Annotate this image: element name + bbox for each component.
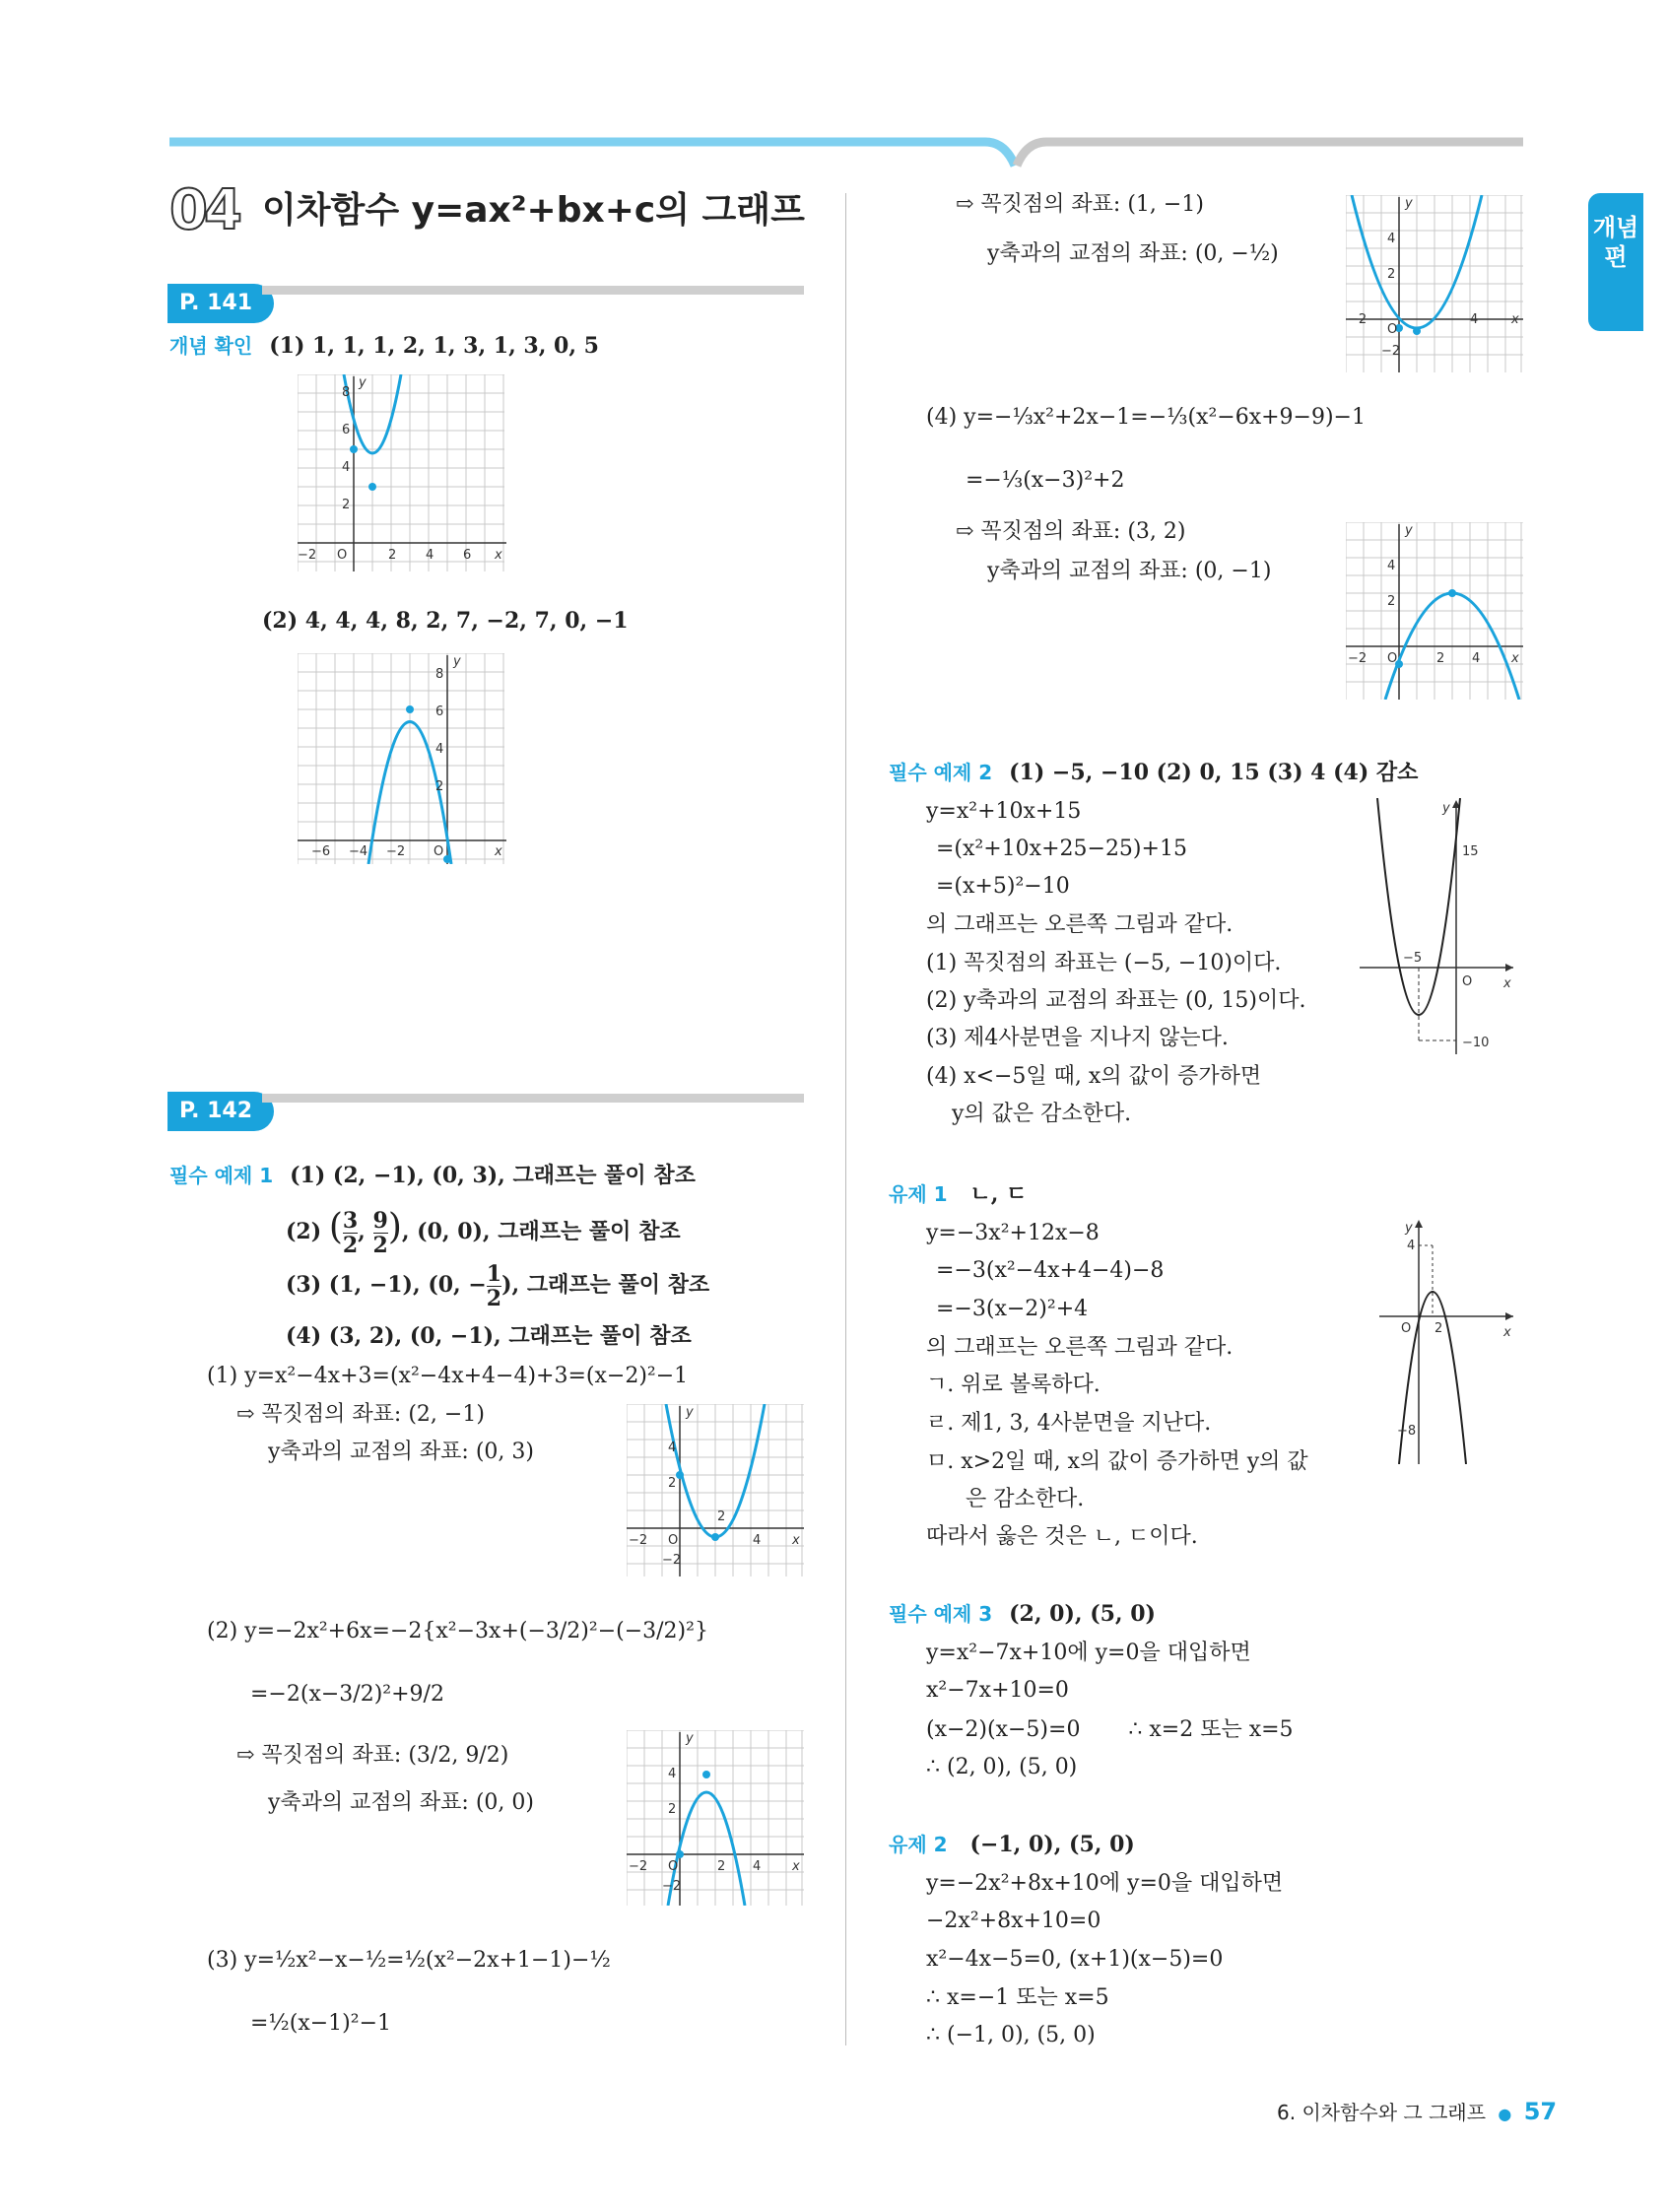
svg-text:8: 8: [342, 385, 351, 400]
svg-text:y: y: [1405, 196, 1413, 211]
solution3-equation: (3) y=½x²−x−½=½(x²−2x+1−1)−½: [207, 1948, 611, 1973]
header-bar: [167, 134, 1527, 173]
graph-exercise-1: [1379, 1218, 1517, 1464]
svg-text:4: 4: [342, 460, 351, 475]
solution2-yintercept: y축과의 교점의 좌표: (0, 0): [268, 1790, 534, 1815]
frac-den: 2: [486, 1285, 502, 1311]
example2-answer: [889, 759, 1418, 787]
example1-answer-4: (4) (3, 2), (0, −1), 그래프는 풀이 참조: [286, 1323, 692, 1349]
solution3-vertex: ⇨ 꼭짓점의 좌표: (1, −1): [956, 192, 1204, 217]
svg-text:y: y: [686, 1405, 694, 1420]
example3-line: x²−7x+10=0: [926, 1678, 1069, 1703]
example3-text: (2, 0), (5, 0): [1009, 1601, 1156, 1627]
svg-text:6: 6: [342, 423, 351, 437]
exercise1-line: 은 감소한다.: [966, 1487, 1085, 1511]
svg-text:4: 4: [1470, 312, 1479, 327]
svg-text:4: 4: [426, 548, 434, 563]
example1-answer-2: (2) ( $\frac{3}{2}$ , $\frac{9}{2}$ ), (0, 0), 그래프는 풀이 참조: [286, 1207, 681, 1258]
example3-line: y=x²−7x+10에 y=0을 대입하면: [926, 1641, 1251, 1665]
svg-text:x: x: [1503, 1325, 1511, 1340]
exercise1-line: 따라서 옳은 것은 ㄴ, ㄷ이다.: [926, 1524, 1198, 1549]
exercise1-line: ㄹ. 제1, 3, 4사분면을 지난다.: [926, 1411, 1212, 1436]
svg-text:x: x: [495, 548, 502, 563]
solution4-vertex: ⇨ 꼭짓점의 좌표: (3, 2): [956, 519, 1186, 544]
footer-chapter: 6. 이차함수와 그 그래프: [1277, 2101, 1487, 2124]
svg-text:y: y: [1405, 523, 1413, 538]
svg-text:4: 4: [753, 1533, 762, 1548]
solution4-equation-2: =−⅓(x−3)²+2: [966, 468, 1125, 493]
graph-solution-2: [627, 1730, 804, 1906]
svg-text:8: 8: [435, 667, 444, 682]
svg-text:O: O: [1401, 1321, 1412, 1336]
svg-text:−2: −2: [629, 1859, 648, 1874]
exercise2-line: −2x²+8x+10=0: [926, 1909, 1101, 1933]
svg-text:4: 4: [668, 1441, 677, 1455]
exercise1-answer: [889, 1180, 1027, 1209]
frac-den: 2: [342, 1232, 359, 1258]
svg-text:2: 2: [717, 1509, 726, 1524]
svg-text:−2: −2: [1381, 344, 1401, 359]
svg-text:2: 2: [435, 779, 444, 794]
badge-bar: [262, 1094, 804, 1103]
svg-text:x: x: [495, 844, 502, 859]
svg-text:−2: −2: [1348, 651, 1368, 666]
column-divider: [845, 193, 846, 2045]
graph-solution-3: [1346, 195, 1523, 372]
exercise1-line: 의 그래프는 오른쪽 그림과 같다.: [926, 1335, 1234, 1360]
example3-line: (x−2)(x−5)=0 ∴ x=2 또는 x=5: [926, 1717, 1294, 1742]
svg-text:y: y: [453, 654, 461, 669]
graph-example-2: [1360, 798, 1517, 1054]
solution1-vertex: ⇨ 꼭짓점의 좌표: (2, −1): [236, 1402, 485, 1427]
svg-text:−2: −2: [662, 1553, 682, 1568]
svg-text:−2: −2: [1348, 312, 1368, 327]
example1-2-prefix: (2): [286, 1219, 322, 1244]
svg-text:x: x: [1503, 976, 1511, 991]
svg-text:2: 2: [1387, 267, 1396, 282]
graph-concept-1: [298, 374, 514, 571]
solution1-equation: (1) y=x²−4x+3=(x²−4x+4−4)+3=(x−2)²−1: [207, 1364, 689, 1388]
example1-3-mid: (0, −: [428, 1272, 487, 1298]
example1-2-suffix: , (0, 0), 그래프는 풀이 참조: [401, 1219, 681, 1244]
side-tab[interactable]: 개념편: [1588, 193, 1643, 331]
svg-text:x: x: [1511, 651, 1519, 666]
example3-line: ∴ (2, 0), (5, 0): [926, 1755, 1078, 1779]
exercise2-label: 유제 2: [889, 1833, 948, 1856]
example3-answer: [889, 1600, 1156, 1629]
svg-text:x: x: [792, 1859, 800, 1874]
page-number: 57: [1523, 2098, 1558, 2125]
exercise2-answer: [889, 1831, 1135, 1859]
svg-text:O: O: [434, 844, 444, 859]
svg-text:2: 2: [342, 498, 351, 512]
svg-text:6: 6: [435, 704, 444, 719]
example1-label: 필수 예제 1: [169, 1164, 274, 1187]
svg-text:2: 2: [1434, 1321, 1443, 1336]
svg-text:O: O: [1462, 974, 1473, 989]
solution2-vertex: ⇨ 꼭짓점의 좌표: (3/2, 9/2): [236, 1743, 509, 1768]
exercise1-line: y=−3x²+12x−8: [926, 1221, 1100, 1245]
example2-line: (2) y축과의 교점의 좌표는 (0, 15)이다.: [926, 988, 1306, 1013]
example1-3-prefix: (3) (1, −1),: [286, 1272, 421, 1298]
badge-bar: [262, 286, 804, 295]
exercise1-line: =−3(x−2)²+4: [936, 1297, 1089, 1321]
svg-text:−8: −8: [1397, 1424, 1417, 1439]
svg-text:O: O: [337, 548, 348, 563]
svg-text:4: 4: [1387, 232, 1396, 246]
concept-check: [169, 332, 599, 361]
footer: 6. 이차함수와 그 그래프 ● 57: [1277, 2098, 1558, 2125]
svg-text:y: y: [686, 1731, 694, 1746]
svg-text:6: 6: [463, 548, 472, 563]
svg-text:15: 15: [1462, 844, 1479, 859]
svg-text:−6: −6: [311, 844, 331, 859]
svg-text:−2: −2: [298, 548, 317, 563]
example1-text-1: (1) (2, −1), (0, 3), 그래프는 풀이 참조: [290, 1163, 696, 1188]
concept-label: 개념 확인: [169, 334, 253, 358]
example2-line: (3) 제4사분면을 지나지 않는다.: [926, 1026, 1229, 1050]
svg-text:−2: −2: [629, 1533, 648, 1548]
svg-text:2: 2: [717, 1859, 726, 1874]
solution2-equation: (2) y=−2x²+6x=−2{x²−3x+(−3/2)²−(−3/2)²}: [207, 1619, 708, 1643]
svg-text:4: 4: [753, 1859, 762, 1874]
exercise2-line: y=−2x²+8x+10에 y=0을 대입하면: [926, 1871, 1284, 1896]
svg-text:x: x: [1511, 312, 1519, 327]
solution4-equation: (4) y=−⅓x²+2x−1=−⅓(x²−6x+9−9)−1: [926, 405, 1366, 430]
solution4-yintercept: y축과의 교점의 좌표: (0, −1): [987, 559, 1272, 583]
svg-text:−2: −2: [386, 844, 406, 859]
page-badge-142: P. 142: [167, 1092, 274, 1131]
svg-text:O: O: [668, 1533, 679, 1548]
svg-text:x: x: [792, 1533, 800, 1548]
frac-den: 2: [372, 1232, 388, 1258]
exercise2-line: ∴ (−1, 0), (5, 0): [926, 2023, 1096, 2047]
example2-line: =(x²+10x+25−25)+15: [936, 837, 1187, 861]
example2-line: =(x+5)²−10: [936, 874, 1070, 899]
svg-text:4: 4: [1407, 1239, 1416, 1253]
solution2-equation-2: =−2(x−3/2)²+9/2: [250, 1682, 444, 1707]
svg-text:4: 4: [1472, 651, 1481, 666]
svg-text:4: 4: [1387, 559, 1396, 573]
svg-text:2: 2: [1436, 651, 1445, 666]
svg-text:−4: −4: [349, 844, 368, 859]
exercise1-label: 유제 1: [889, 1182, 948, 1206]
svg-text:O: O: [668, 1859, 679, 1874]
svg-text:O: O: [1387, 322, 1398, 337]
section-number: 04: [169, 178, 238, 242]
example2-line: 의 그래프는 오른쪽 그림과 같다.: [926, 912, 1234, 937]
example2-line: (4) x<−5일 때, x의 값이 증가하면: [926, 1064, 1262, 1089]
concept-answer-1: (1) 1, 1, 1, 2, 1, 3, 1, 3, 0, 5: [269, 333, 599, 359]
svg-text:4: 4: [668, 1767, 677, 1781]
example2-line: y=x²+10x+15: [926, 799, 1082, 824]
svg-text:−5: −5: [1403, 951, 1423, 966]
exercise2-line: x²−4x−5=0, (x+1)(x−5)=0: [926, 1947, 1224, 1972]
solution3-equation-2: =½(x−1)²−1: [250, 2011, 392, 2036]
exercise2-text: (−1, 0), (5, 0): [969, 1832, 1135, 1857]
svg-text:4: 4: [435, 742, 444, 757]
example1-3-suffix: ), 그래프는 풀이 참조: [501, 1272, 710, 1298]
graph-solution-1: [627, 1404, 804, 1576]
page-badge-141: P. 141: [167, 284, 274, 323]
example1-answer-1: [169, 1162, 696, 1190]
exercise2-line: ∴ x=−1 또는 x=5: [926, 1985, 1109, 2010]
example1-answer-3: [286, 1257, 709, 1312]
svg-text:−2: −2: [662, 1879, 682, 1894]
example2-line: y의 값은 감소한다.: [952, 1102, 1132, 1126]
example2-label: 필수 예제 2: [889, 761, 993, 784]
frac-num: 1: [486, 1260, 502, 1287]
svg-text:−10: −10: [1462, 1036, 1490, 1050]
exercise1-line: ㄱ. 위로 볼록하다.: [926, 1373, 1101, 1397]
frac-num: 9: [372, 1207, 388, 1234]
svg-text:y: y: [1442, 801, 1450, 816]
example2-line: (1) 꼭짓점의 좌표는 (−5, −10)이다.: [926, 951, 1282, 975]
exercise1-line: =−3(x²−4x+4−4)−8: [936, 1258, 1165, 1283]
svg-text:2: 2: [1387, 594, 1396, 609]
graph-concept-2: [298, 653, 514, 864]
svg-text:2: 2: [668, 1802, 677, 1817]
example3-label: 필수 예제 3: [889, 1602, 993, 1626]
page-title: 이차함수 y=ax²+bx+c의 그래프: [262, 190, 805, 231]
svg-text:y: y: [1405, 1221, 1413, 1236]
example2-text: (1) −5, −10 (2) 0, 15 (3) 4 (4) 감소: [1009, 760, 1419, 785]
frac-num: 3: [342, 1207, 359, 1234]
concept-answer-2: (2) 4, 4, 4, 8, 2, 7, −2, 7, 0, −1: [262, 608, 629, 634]
svg-text:O: O: [1387, 651, 1398, 666]
solution3-yintercept: y축과의 교점의 좌표: (0, −½): [987, 241, 1279, 266]
graph-solution-4: [1346, 522, 1523, 700]
solution1-yintercept: y축과의 교점의 좌표: (0, 3): [268, 1440, 534, 1464]
svg-text:y: y: [359, 375, 367, 390]
exercise1-text: ㄴ, ㄷ: [969, 1181, 1028, 1207]
exercise1-line: ㅁ. x>2일 때, x의 값이 증가하면 y의 값: [926, 1449, 1308, 1474]
svg-text:2: 2: [668, 1476, 677, 1491]
svg-text:2: 2: [388, 548, 397, 563]
